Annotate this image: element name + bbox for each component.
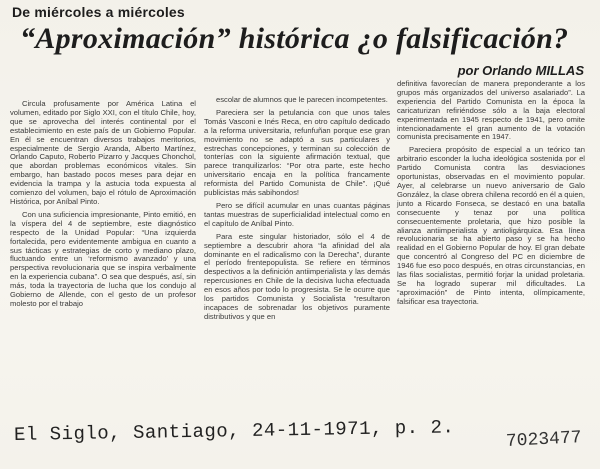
article-headline: “Aproximación” histórica ¿o falsificación? — [20, 22, 569, 55]
paragraph: Con una suficiencia impresionante, Pinto emitió, en la víspera del 4 de septiembre, este diagnóstico respecto de la Unidad Popular: “Una izquierda fortalecida, pero evidentemente ambigua en cuanto a sus tácticas y estrategias de corto y mediano plazo, fluctuando entre un ‘reformismo avanzado’ y una perspectiva revolucionaria que se inspira verbalmente en la experiencia cubana”. O sea que después, así, sin más, toda la trayectoria de lucha que los condujo al Gobierno de Allende, con el gesto de un profesor molesto por el trabajo — [10, 209, 196, 308]
handwritten-source-note: El Siglo, Santiago, 24-11-1971, p. 2. — [13, 416, 455, 446]
paragraph: Pareciera propósito de especial a un teórico tan arbitrario esconder la lucha ideológica sostenida por el Partido Comunista contra las desviaciones oportunistas, observadas en el movimiento popular. Ayer, al celebrarse un nuevo aniversario de Galo González, la clase obrera chilena recordó en él a quien, junto a Ricardo Fonseca, se destacó en una batalla consecuente y tenaz por una política consecuentemente proletaria, que hizo posible la alianza antiimperialista y antioligárquica. Esa línea revolucionaria se ha abierto paso y se ha hecho realidad en el Gobierno Popular de hoy. El gran debate que concentró al Congreso del PC en diciembre de 1946 fue eso poco después, en otras circunstancias, en las filas socialistas, permitió forjar la unidad proletaria. Se ha logrado superar mil dificultades. La “aproximación” de Pinto intenta, olímpicamente, falsificar esa trayectoria. — [397, 145, 585, 306]
text-column-2 — [204, 96, 390, 326]
paragraph: escolar de alumnos que le parecen incompetentes. — [216, 95, 388, 104]
text-column-1 — [10, 100, 196, 313]
paragraph: Circula profusamente por América Latina el volumen, editado por Siglo XXI, con el título Chile, hoy, que se aprovecha del interés continental por el establecimiento en este país de un Gobierno Popular. En él se encuentran diversos trabajos meritorios, especialmente de Sergio Aranda, Alberto Martínez, Orlando Caputo, Roberto Pizarro y Jacques Chonchol, que abordan problemas económicos vitales. Sin embargo, han bastado pocos meses para dejar en evidencia la trampa y la astucia toda expuesta al comienzo del volumen, bajo el rótulo de Aproximación Histórica, por Aníbal Pinto. — [10, 99, 196, 206]
paragraph: Para este singular historiador, sólo el 4 de septiembre a descubrir ahora “la afinidad del ala dominante en el radicalismo con la Derecha”, durante el período frentepopulista. Se refiere en términos despectivos a la definición antiimperialista y las demás repercusiones en Chile de la decisiva lucha efectuada en esos años por todo lo progresista. Se le ocurre que los partidos Comunista y Socialista “resultaron incapaces de sobrenadar los objetivos puramente distributivos y que en — [204, 231, 390, 321]
section-heading: De miércoles a miércoles — [12, 4, 185, 20]
paragraph: Pero se difícil acumular en unas cuantas páginas tantas muestras de superficialidad intelectual como en el capítulo de Aníbal Pinto. — [204, 200, 390, 228]
article-byline: por Orlando MILLAS — [457, 63, 584, 78]
archive-code: 7023477 — [505, 428, 583, 452]
text-column-3 — [397, 80, 585, 311]
paragraph: definitiva favorecían de manera preponderante a los grupos más organizados del universo asalariado”. La experiencia del Partido Comunista en la época la caricaturizan refiriéndose sólo a la baja electoral experimentada en 1945 respecto de 1941, pero omite intencionadamente el gran aumento de la votación comunista precisamente en 1947. — [397, 79, 585, 142]
paragraph: Pareciera ser la petulancia con que unos tales Tomás Vasconi e Inés Reca, en otro capítulo dedicado a la reforma universitaria, refunfuñan porque ese gran movimiento no se adaptó a sus particulares y estrechas concepciones, y terminan su colección de tonterías con la siguiente afirmación textual, que parece tranquilizarlos: “Por otra parte, este hecho universitario encaja en la política francamente reformista del Partido Comunista de Chile”. ¡Qué publicistas más sabihondos! — [204, 107, 390, 198]
